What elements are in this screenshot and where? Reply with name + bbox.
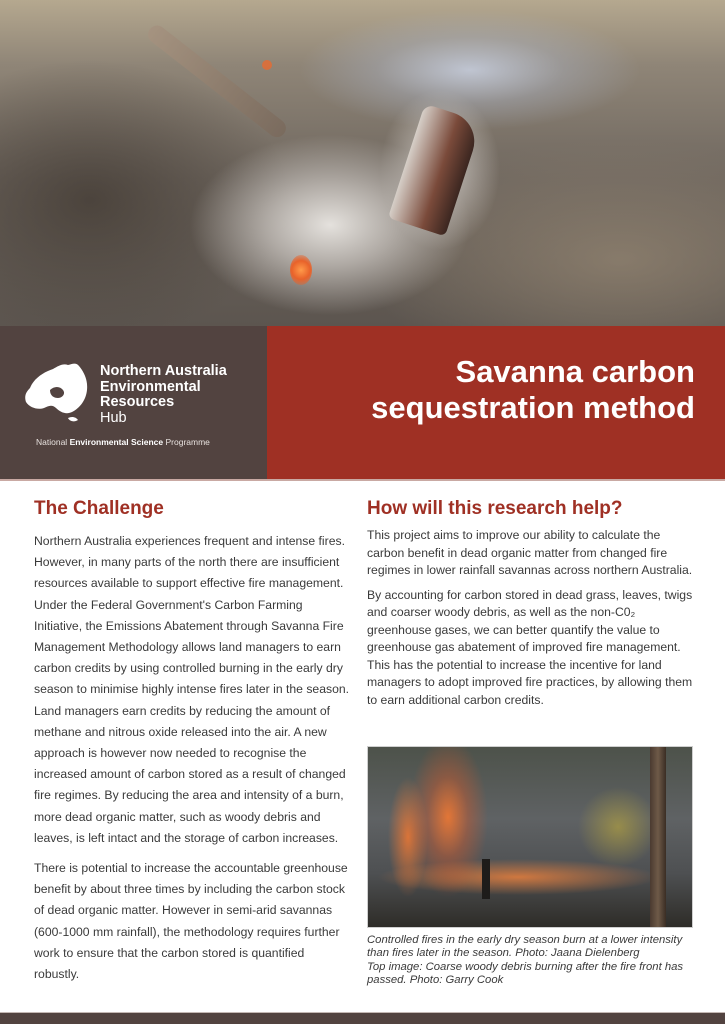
org-name	[100, 364, 227, 426]
programme-prefix: National	[36, 437, 68, 447]
burnt-post	[482, 859, 490, 899]
research-section	[367, 497, 697, 716]
challenge-paragraph: There is potential to increase the accountable greenhouse benefit by about three times by including the carbon stock of dead organic matter. However in semi-arid savannas (600-1000 mm rainfall), the methodology requires further work to ensure that the carbon stored is quantified robustly.	[34, 861, 348, 982]
fallen-log	[144, 22, 289, 141]
org-name-line2: Environmental	[100, 378, 201, 395]
title-line1: Savanna carbon	[455, 354, 695, 389]
programme-suffix: Programme	[165, 437, 210, 447]
research-heading: How will this research help?	[367, 498, 623, 519]
org-name-line4: Hub	[100, 409, 127, 426]
caption-line2: Top image: Coarse woody debris burning after the fire front has passed. Photo: Garry Cook	[367, 960, 684, 987]
caption-line1: Controlled fires in the early dry season burn at a lower intensity than fires later in the season. Photo: Jaana Dielenberg	[367, 934, 683, 960]
challenge-heading: The Challenge	[34, 498, 164, 519]
banner-divider	[0, 479, 725, 481]
australia-map-logo-icon	[20, 360, 92, 425]
ember-glow	[290, 255, 312, 285]
title-line2: sequestration method	[371, 390, 695, 425]
programme-name	[36, 437, 210, 447]
challenge-paragraph: Northern Australia experiences frequent and intense fires. However, in many parts of the north there are insufficient resources available to support effective fire management. Under the Federal Government's Carbon Farming Initiative, the Emissions Abatement through Savanna Fire Management Methodology allows land managers to earn carbon credits by using controlled burning in the early dry season to minimise highly intense fires later in the season. Land managers earn credits by reducing the amount of methane and nitrous oxide released into the air. A new approach is however now needed to recognise the increased amount of carbon stored as a result of changed fire regimes. By reducing the area and intensity of a burn, more dead organic matter, such as woody debris and leaves, is left intact and the storage of carbon increases.	[34, 534, 350, 845]
photo-caption	[367, 934, 697, 988]
page-title	[275, 354, 695, 426]
tree-trunk	[650, 747, 666, 928]
org-name-line1: Northern Australia	[100, 363, 227, 379]
footer-bar	[0, 1013, 725, 1024]
hero-photo	[0, 0, 725, 326]
burning-stump	[388, 104, 482, 237]
challenge-section	[34, 497, 349, 994]
ember-glow	[262, 60, 272, 70]
fire-photo	[367, 746, 693, 928]
research-paragraph: By accounting for carbon stored in dead grass, leaves, twigs and coarser woody debris, as well as the non-C0₂ greenhouse gases, we can better quantify the value to greenhouse gas abatement of improved fire management. This has the potential to increase the incentive for land managers to adopt improved fire practices, by allowing them to earn additional carbon credits.	[367, 587, 693, 707]
org-name-line3: Resources	[100, 394, 175, 410]
programme-bold: Environmental Science	[69, 437, 164, 447]
research-paragraph: This project aims to improve our ability to calculate the carbon benefit in dead organic matter from changed fire regimes in lower rainfall savannas across northern Australia.	[367, 528, 693, 577]
